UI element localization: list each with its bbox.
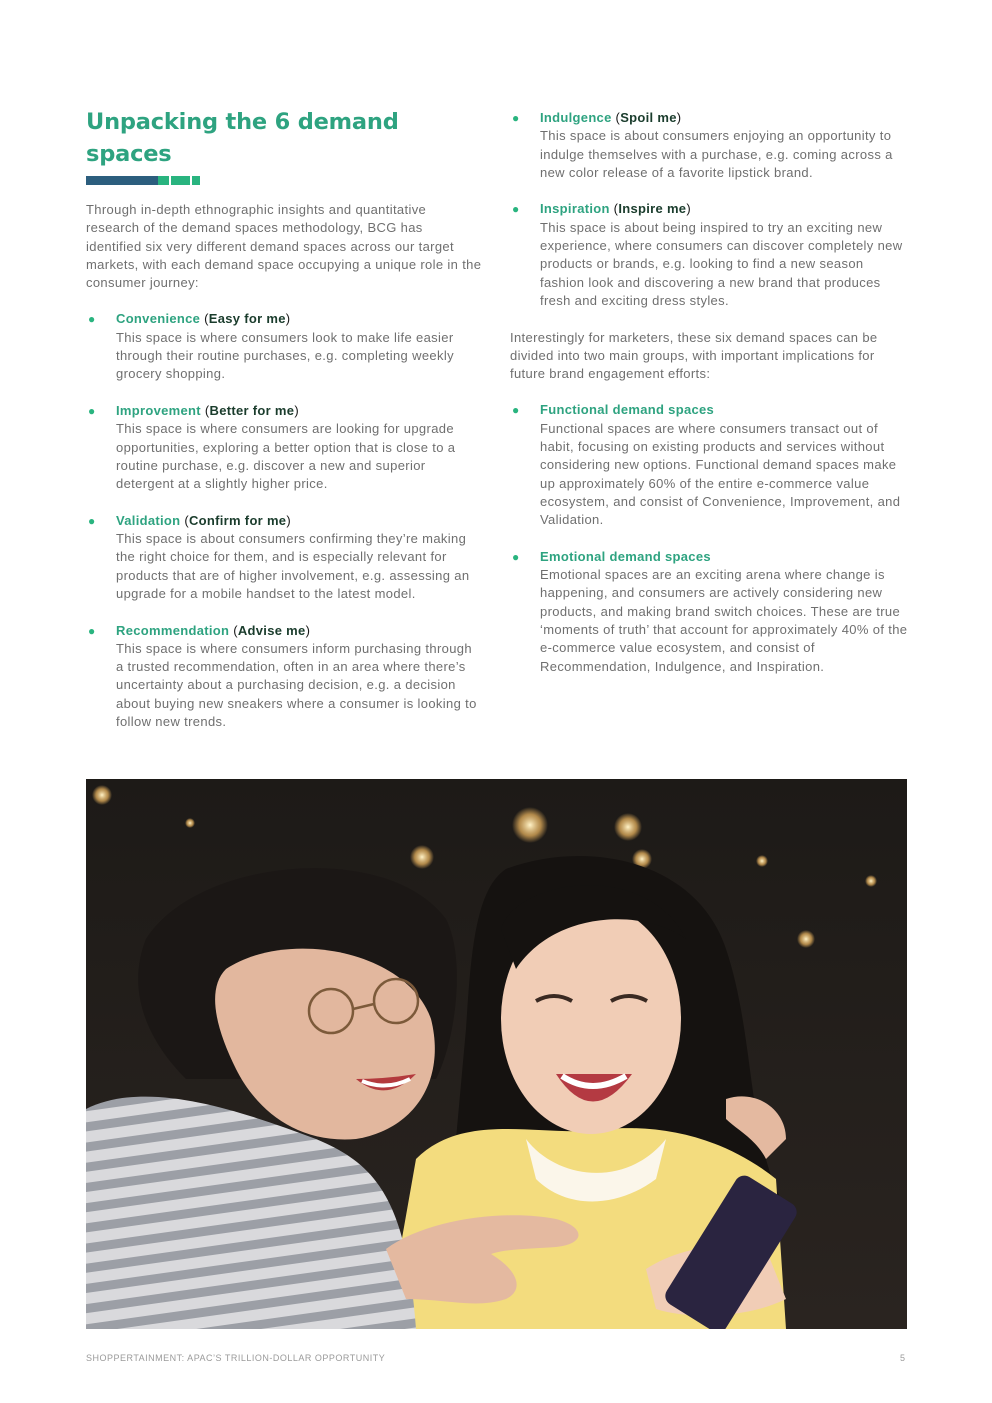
demand-space-name: Improvement <box>116 402 201 418</box>
demand-space-item: ● Validation (Confirm for me) This space is about consumers confirming they’re making the right choice for them, and is especially relevant for products that are of higher involvement, e.g. assessing an upgrade for a mobile handset to the latest model. <box>86 512 482 603</box>
demand-group-name: Functional demand spaces <box>540 402 715 418</box>
demand-space-tag: Better for me <box>209 402 295 418</box>
demand-space-name: Indulgence <box>540 110 612 125</box>
demand-space-name: Inspiration <box>540 201 610 217</box>
demand-spaces-list-left <box>86 310 482 731</box>
demand-spaces-list-right <box>510 109 910 310</box>
demand-space-description: This space is about being inspired to try an exciting new experience, where consumers can discover completely new products or brands, e.g. looking to find a new season fashion look and discovering a new brand that produces fresh and exciting dress styles. <box>540 219 903 308</box>
demand-space-description: This space is where consumers look to make life easier through their routine purchases, e.g. completing weekly grocery shopping. <box>116 329 454 382</box>
demand-space-tag: Spoil me <box>620 110 677 125</box>
demand-group-description: Emotional spaces are an exciting arena where change is happening, and consumers are actively considering new products, and making brand switch choices. These are true ‘moments of truth’ that account for approximately 40% of the e-commerce value ecosystem, and consist of Recommendation, Indulgence, and Inspiration. <box>540 567 908 674</box>
demand-space-tag: Inspire me <box>618 201 687 217</box>
demand-space-item: ● Improvement (Better for me) This space is where consumers are looking for upgrade opportunities, exploring a better option that is close to a routine purchase, e.g. discover a new and superior detergent at a slightly higher price. <box>86 402 482 493</box>
bullet-icon: ● <box>512 403 520 418</box>
demand-space-description: This space is where consumers are looking for upgrade opportunities, exploring a better option that is close to a routine purchase, e.g. discover a new and superior detergent at a slightly higher price. <box>116 421 456 492</box>
demand-group-item <box>510 401 910 529</box>
demand-space-description: This space is about consumers enjoying an opportunity to indulge themselves with a purchase, e.g. coming across a new color release of a favorite lipstick brand. <box>540 128 893 180</box>
footer-report-title: SHOPPERTAINMENT: APAC’S TRILLION-DOLLAR OPPORTUNITY <box>86 1353 386 1363</box>
footer-page-number: 5 <box>900 1353 906 1363</box>
title-accent-bar <box>86 176 482 185</box>
bullet-icon: ● <box>88 403 96 418</box>
left-column <box>86 106 482 750</box>
photo-two-women-laughing-at-phone <box>86 779 907 1329</box>
demand-space-tag: Confirm for me <box>188 512 287 528</box>
demand-space-description: This space is where consumers inform purchasing through a trusted recommendation, often in an area where there’s uncertainty about a purchasing decision, e.g. a decision about buying new sneakers where a consumer is looking to follow new trends. <box>116 640 477 730</box>
demand-group-name: Emotional demand spaces <box>540 548 711 564</box>
bullet-icon: ● <box>512 111 520 125</box>
right-column <box>510 109 910 694</box>
demand-group-description: Functional spaces are where consumers transact out of habit, focusing on existing products and services without considering new options. Functional demand spaces make up approximately 60% of the entire e-commerce value ecosystem, and consist of Convenience, Improvement, and Validation. <box>540 420 901 528</box>
intro-paragraph: Through in-depth ethnographic insights and quantitative research of the demand spaces methodology, BCG has identified six very different demand spaces across our target markets, with each demand space occupying a unique role in the consumer journey: <box>86 202 482 291</box>
demand-space-name: Recommendation <box>116 622 230 638</box>
bullet-icon: ● <box>512 202 520 217</box>
accent-bar-green-1 <box>158 176 169 185</box>
accent-bar-green-3 <box>192 176 200 185</box>
demand-space-item: ● Inspiration (Inspire me) This space is about being inspired to try an exciting new experience, where consumers can discover completely new products or brands, e.g. looking to find a new season fashion look and discovering a new brand that produces fresh and exciting dress styles. <box>510 200 910 310</box>
demand-space-item: ● Convenience (Easy for me) This space is where consumers look to make life easier through their routine purchases, e.g. completing weekly grocery shopping. <box>86 310 482 383</box>
demand-space-name: Validation <box>116 512 181 528</box>
accent-bar-green-2 <box>171 176 190 185</box>
demand-space-name: Convenience <box>116 311 201 327</box>
accent-bar-navy <box>86 176 158 185</box>
bullet-icon: ● <box>88 623 96 638</box>
demand-space-item: ● Recommendation (Advise me) This space is where consumers inform purchasing through a trusted recommendation, often in an area where there’s uncertainty about a purchasing decision, e.g. a decision about buying new sneakers where a consumer is looking to follow new trends. <box>86 622 482 732</box>
bullet-icon: ● <box>512 549 520 564</box>
demand-space-tag: Easy for me <box>208 311 286 327</box>
demand-groups-list <box>510 401 910 675</box>
demand-space-description: This space is about consumers confirming they’re making the right choice for them, and is especially relevant for products that are of higher involvement, e.g. assessing an upgrade for a mobile handset to the latest model. <box>116 531 470 601</box>
demand-space-tag: Advise me <box>237 622 306 638</box>
page-title: Unpacking the 6 demand spaces <box>86 109 399 167</box>
groups-intro-paragraph: Interestingly for marketers, these six demand spaces can be divided into two main groups, with important implications for future brand engagement efforts: <box>510 329 878 382</box>
bullet-icon: ● <box>88 513 96 528</box>
demand-space-item: ● Indulgence (Spoil me) This space is about consumers enjoying an opportunity to indulge themselves with a purchase, e.g. coming across a new color release of a favorite lipstick brand. <box>510 109 910 182</box>
demand-group-item <box>510 548 910 676</box>
bullet-icon: ● <box>88 312 96 327</box>
